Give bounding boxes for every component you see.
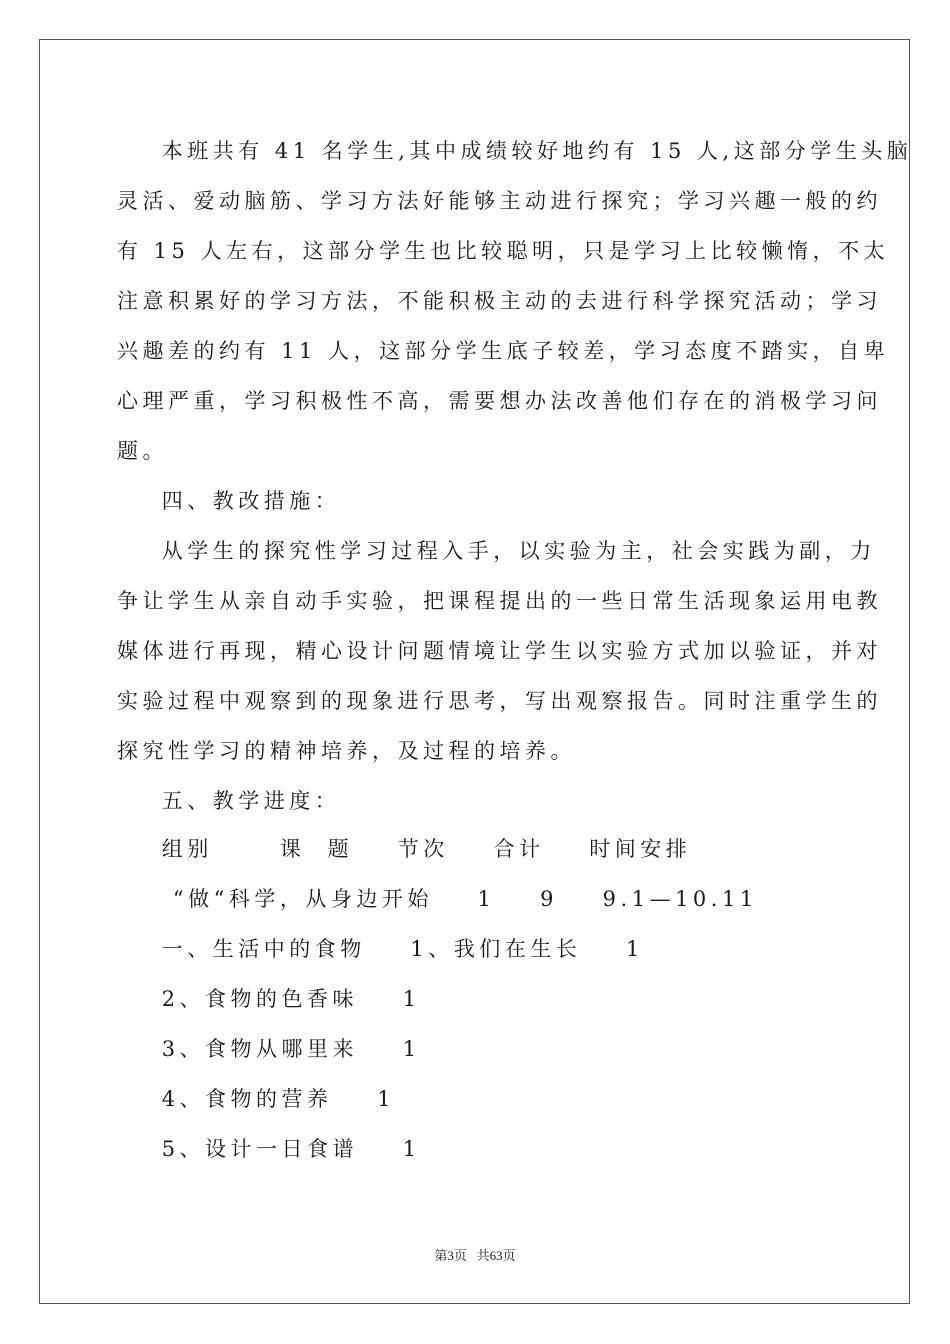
paragraph-line: 有 15 人左右，这部分学生也比较聪明，只是学习上比较懒惰，不太 [117, 239, 890, 263]
schedule-header-row: 组别 课 题 节次 合计 时间安排 [117, 837, 692, 861]
section-heading: 五、教学进度： [117, 789, 341, 813]
schedule-row: 3、食物从哪里来 1 [117, 1037, 421, 1061]
schedule-row: 5、设计一日食谱 1 [117, 1137, 421, 1161]
paragraph-line: 注意积累好的学习方法，不能积极主动的去进行科学探究活动；学习 [117, 289, 882, 313]
section-heading: 四、教改措施： [117, 489, 341, 513]
paragraph-line: 从学生的探究性学习过程入手，以实验为主，社会实践为副，力 [117, 539, 876, 563]
page-border [39, 39, 913, 1304]
paragraph-line: 争让学生从亲自动手实验，把课程提出的一些日常生活现象运用电教 [117, 589, 882, 613]
schedule-row: “做“科学，从身边开始 1 9 9.1—10.11 [117, 887, 758, 911]
schedule-row: 4、食物的营养 1 [117, 1087, 396, 1111]
schedule-row: 2、食物的色香味 1 [117, 987, 421, 1011]
paragraph-line: 媒体进行再现，精心设计问题情境让学生以实验方式加以验证，并对 [117, 639, 882, 663]
paragraph-line: 灵活、爱动脑筋、学习方法好能够主动进行探究；学习兴趣一般的约 [117, 189, 882, 213]
paragraph-line: 兴趣差的约有 11 人，这部分学生底子较差，学习态度不踏实，自卑 [117, 339, 890, 363]
paragraph-line: 实验过程中观察到的现象进行思考，写出观察报告。同时注重学生的 [117, 689, 882, 713]
schedule-row: 一、生活中的食物 1、我们在生长 1 [117, 937, 644, 961]
paragraph-line: 心理严重，学习积极性不高，需要想办法改善他们存在的消极学习问 [117, 389, 882, 413]
paragraph-line: 本班共有 41 名学生,其中成绩较好地约有 15 人,这部分学生头脑 [117, 139, 913, 163]
paragraph-line: 题。 [117, 439, 168, 463]
page-number-footer: 第3页 共63页 [434, 1248, 516, 1263]
paragraph-line: 探究性学习的精神培养，及过程的培养。 [117, 739, 576, 763]
